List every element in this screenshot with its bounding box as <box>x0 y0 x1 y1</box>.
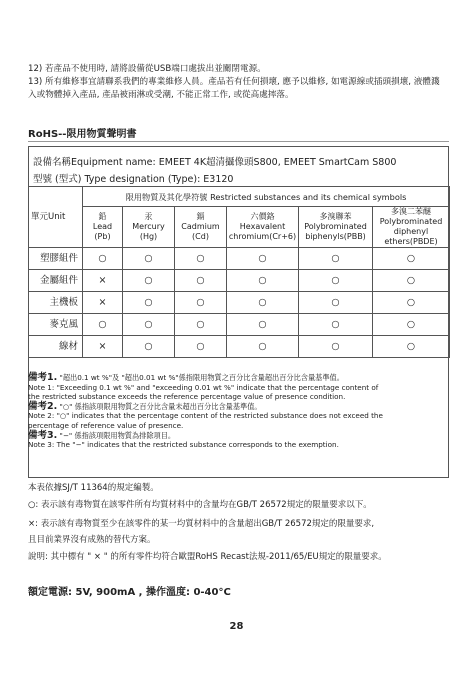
note-1-en-b: the restricted substance exceeds the reference percentage value of presence condition. <box>28 392 346 402</box>
mark-cell: ○ <box>123 248 175 270</box>
power-spec: 額定電源: 5V, 900mA , 操作溫度: 0-40°C <box>28 587 231 598</box>
mark-cell: × <box>83 270 123 292</box>
table-row <box>29 336 450 358</box>
equipment-name: 設備名稱Equipment name: EMEET 4K超清攝像頭S800, EMEET SmartCam S800 <box>33 157 397 168</box>
table-row <box>29 270 450 292</box>
mark-cell: ○ <box>299 270 373 292</box>
legend-circle: ○: 表示該有毒物質在該零件所有均質材料中的含量均在GB/T 26572規定的限量要求以下。 <box>28 500 372 510</box>
rohs-explanation: 說明: 其中標有 " × " 的所有零件均符合歐盟RoHS Recast法規-2011/65/EU規定的限量要求。 <box>28 552 387 562</box>
substance-header: 六價鉻 Hexavalent chromium(Cr+6) <box>227 207 299 248</box>
substance-header: 汞 Mercury (Hg) <box>123 207 175 248</box>
mark-cell: ○ <box>83 314 123 336</box>
row-label: 麥克風 <box>29 314 83 336</box>
legend-cross-cont: 且目前業界沒有成熟的替代方案。 <box>28 535 156 545</box>
mark-cell: ○ <box>227 314 299 336</box>
mark-cell: ○ <box>373 248 450 270</box>
type-designation: 型號 (型式) Type designation (Type): E3120 <box>33 174 234 185</box>
table-notes <box>28 373 449 450</box>
mark-cell: ○ <box>175 292 227 314</box>
substances-group-header: 限用物質及其化學符號 Restricted substances and its chemical symbols <box>83 187 450 207</box>
substance-header: 鉛 Lead (Pb) <box>83 207 123 248</box>
substance-header: 多溴二苯醚 Polybrominated diphenyl ethers(PBDE) <box>373 207 450 248</box>
mark-cell: ○ <box>227 270 299 292</box>
mark-cell: ○ <box>175 336 227 358</box>
note-2-en-a: Note 2: "○" indicates that the percentage content of the restricted substance does not exceed the <box>28 411 383 421</box>
substance-header: 鎘 Cadmium (Cd) <box>175 207 227 248</box>
note-3-en: Note 3: The "−" indicates that the restricted substance corresponds to the exemption. <box>28 440 339 450</box>
mark-cell: ○ <box>175 248 227 270</box>
mark-cell: ○ <box>299 292 373 314</box>
table-row <box>29 248 450 270</box>
mark-cell: ○ <box>227 336 299 358</box>
instruction-12: 12) 若產品不使用時, 請將設備從USB端口處拔出並關閉電源。 <box>28 64 266 74</box>
note-2-cn: 備考2. "○" 係指該項限用物質之百分比含量未超出百分比含量基準值。 <box>28 400 262 412</box>
instruction-13: 13) 所有維修事宜請聯系我們的專業維修人員。產品若有任何損壞, 應予以維修, 如電源線或插頭損壞, 液體濺入或物體掉入產品, 產品被雨淋或受潮, 不能正常工作, 或從高處摔落。 <box>28 77 440 100</box>
section-divider <box>28 141 449 142</box>
mark-cell: ○ <box>373 314 450 336</box>
note-1-en-a: Note 1: "Exceeding 0.1 wt %" and "exceeding 0.01 wt %" indicate that the percentage content of <box>28 382 379 392</box>
table-row <box>29 292 450 314</box>
mark-cell: ○ <box>373 336 450 358</box>
mark-cell: ○ <box>299 314 373 336</box>
mark-cell: × <box>83 292 123 314</box>
unit-header: 單元Unit <box>29 187 83 248</box>
legend-cross: ×: 表示該有毒物質至少在該零件的某一均質材料中的含量超出GB/T 26572規定的限量要求, <box>28 519 375 529</box>
mark-cell: ○ <box>299 336 373 358</box>
row-label: 主機板 <box>29 292 83 314</box>
row-label: 線材 <box>29 336 83 358</box>
mark-cell: ○ <box>299 248 373 270</box>
mark-cell: ○ <box>227 292 299 314</box>
rohs-section-title: RoHS--限用物質聲明書 <box>28 129 137 140</box>
table-row <box>29 314 450 336</box>
compliance-basis: 本表依據SJ/T 11364的規定編製。 <box>28 483 159 493</box>
mark-cell: ○ <box>123 314 175 336</box>
mark-cell: ○ <box>83 248 123 270</box>
mark-cell: ○ <box>123 292 175 314</box>
row-label: 塑膠組件 <box>29 248 83 270</box>
mark-cell: ○ <box>175 314 227 336</box>
restricted-substances-table <box>28 186 450 358</box>
mark-cell: ○ <box>373 292 450 314</box>
note-3-cn: 備考3. "−" 係指該項限用物質為排除項目。 <box>28 429 176 441</box>
note-1-cn: 備考1. "超出0.1 wt %"及 "超出0.01 wt %"係指限用物質之百分比含量超出百分比含量基準值。 <box>28 372 344 383</box>
mark-cell: × <box>83 336 123 358</box>
mark-cell: ○ <box>373 270 450 292</box>
mark-cell: ○ <box>175 270 227 292</box>
mark-cell: ○ <box>123 270 175 292</box>
row-label: 金屬組件 <box>29 270 83 292</box>
page-number: 28 <box>229 621 244 632</box>
mark-cell: ○ <box>227 248 299 270</box>
substance-header: 多溴聯苯 Polybrominated biphenyls(PBB) <box>299 207 373 248</box>
note-2-en-b: percentage of reference value of presence. <box>28 420 184 430</box>
mark-cell: ○ <box>123 336 175 358</box>
